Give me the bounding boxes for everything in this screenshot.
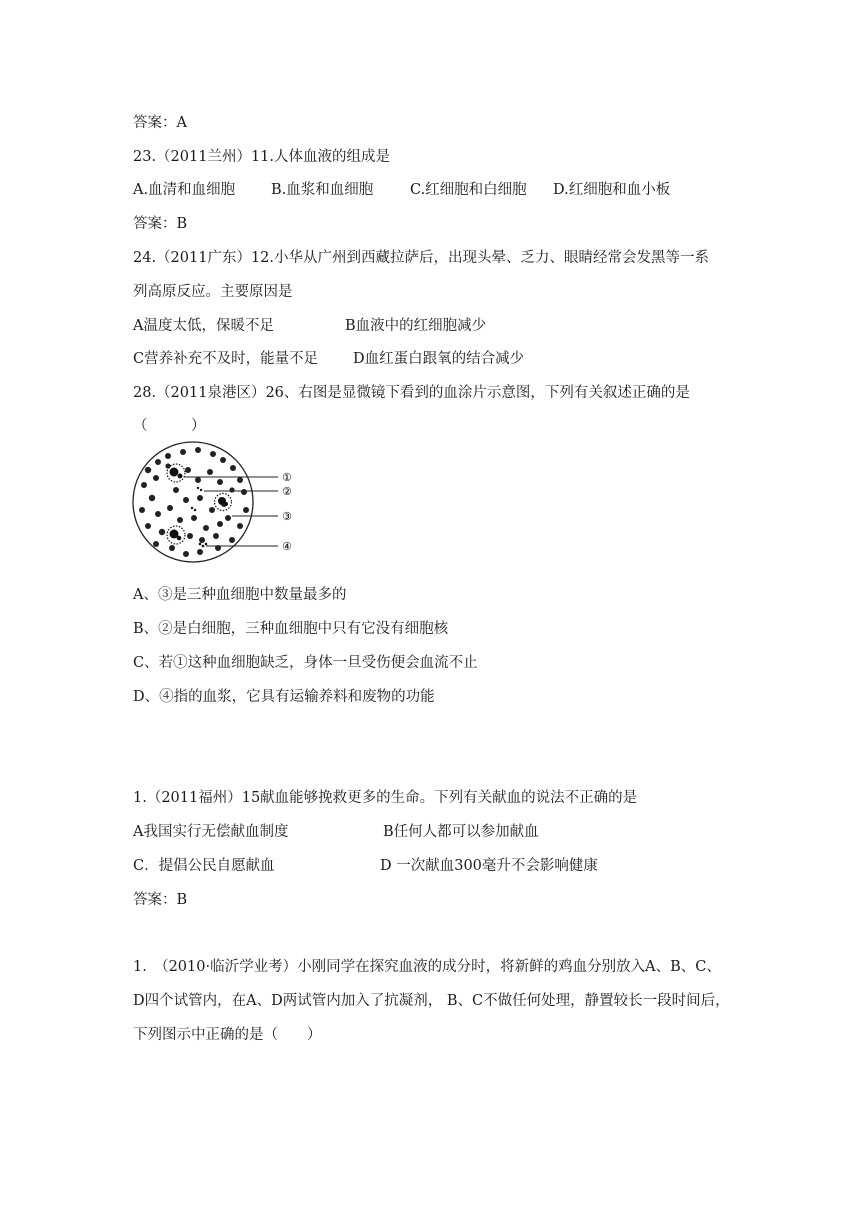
option-c: C营养补充不及时，能量不足: [133, 351, 319, 367]
question-fuzhou-options-row2: [133, 856, 598, 876]
figure-label-1: ①: [282, 471, 292, 484]
question-linyi-stem-line1: 1. （2010·临沂学业考）小刚同学在探究血液的成分时，将新鲜的鸡血分别放入A、B、C、: [133, 959, 721, 975]
question-24-stem-line1: 24.（2011广东）12.小华从广州到西藏拉萨后，出现头晕、乏力、眼睛经常会发黑等一系: [133, 250, 710, 266]
question-linyi-stem-line2: D四个试管内，在A、D两试管内加入了抗凝剂， B、C不做任何处理，静置较长一段时间后，: [133, 993, 730, 1009]
figure-label-3: ③: [282, 510, 292, 523]
answer-line: 答案：A: [133, 115, 187, 131]
answer-line: 答案：B: [133, 892, 188, 908]
option-b: B血液中的红细胞减少: [345, 318, 487, 334]
question-28-option-a: A、③是三种血细胞中数量最多的: [133, 587, 347, 603]
red-blood-cells: [139, 447, 249, 557]
question-24-options-row2: [133, 349, 524, 369]
option-d: D.红细胞和血小板: [553, 182, 671, 198]
question-24-options-row1: [133, 316, 486, 336]
question-23-options: [133, 180, 670, 200]
option-d: D血红蛋白跟氧的结合减少: [353, 351, 525, 367]
option-c: C．提倡公民自愿献血: [133, 858, 275, 874]
answer-line: 答案：B: [133, 216, 188, 232]
question-fuzhou-options-row1: [133, 822, 539, 842]
option-a: A我国实行无偿献血制度: [133, 824, 289, 840]
question-fuzhou-stem: 1.（2011福州）15献血能够挽救更多的生命。下列有关献血的说法不正确的是: [133, 790, 638, 806]
option-a: A温度太低，保暖不足: [133, 318, 274, 334]
question-linyi-stem-line3: 下列图示中正确的是（ ）: [133, 1027, 322, 1043]
white-blood-cells: [167, 464, 232, 544]
microscope-field-circle: [133, 442, 253, 562]
question-28-option-d: D、④指的血浆，它具有运输养料和废物的功能: [133, 689, 435, 705]
option-a: A.血清和血细胞: [133, 182, 236, 198]
figure-label-2: ②: [282, 485, 292, 498]
question-28-stem-line2: （ ）: [133, 418, 206, 434]
question-28-stem-line1: 28.（2011泉港区）26、右图是显微镜下看到的血涂片示意图，下列有关叙述正确的是: [133, 385, 690, 401]
question-23-stem: 23.（2011兰州）11.人体血液的组成是: [133, 149, 391, 165]
blood-smear-diagram: [128, 440, 308, 570]
question-28-option-c: C、若①这种血细胞缺乏，身体一旦受伤便会血流不止: [133, 655, 478, 671]
blood-smear-figure: [128, 440, 308, 574]
option-c: C.红细胞和白细胞: [410, 182, 527, 198]
question-28-option-b: B、②是白细胞，三种血细胞中只有它没有细胞核: [133, 621, 449, 637]
question-24-stem-line2: 列高原反应。主要原因是: [133, 284, 293, 300]
option-b: B.血浆和血细胞: [271, 182, 374, 198]
figure-label-4: ④: [282, 540, 292, 553]
option-b: B任何人都可以参加献血: [383, 824, 539, 840]
option-d: D 一次献血300毫升不会影响健康: [380, 858, 598, 874]
